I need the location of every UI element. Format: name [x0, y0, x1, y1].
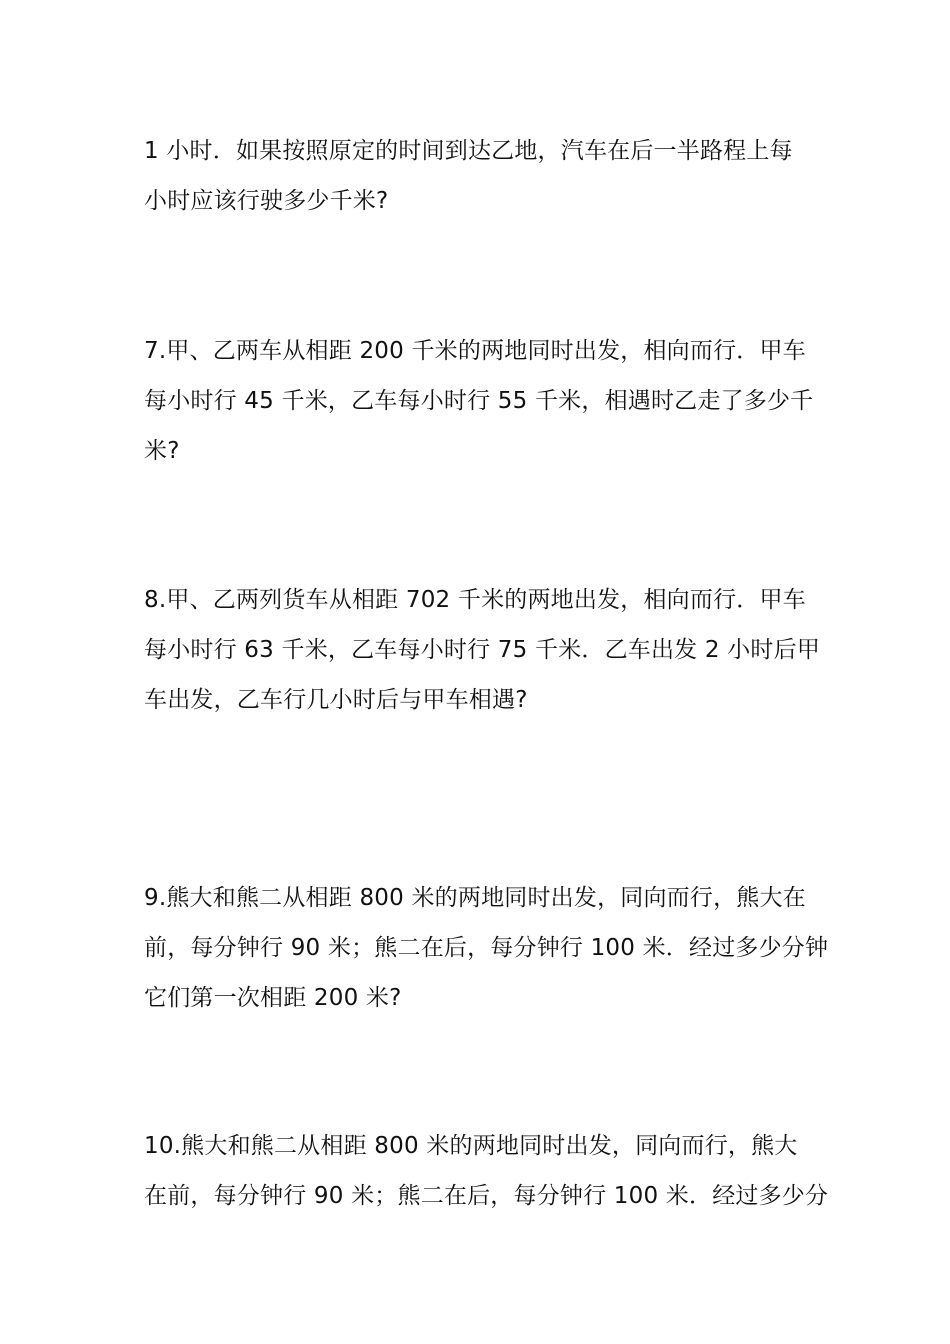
problem-9: [144, 873, 829, 1023]
problem-text-line: 前，每分钟行 90 米；熊二在后，每分钟行 100 米．经过多少分钟: [144, 935, 829, 961]
problem-text-line: 每小时行 45 千米，乙车每小时行 55 千米，相遇时乙走了多少千: [144, 388, 814, 414]
problem-text-line: 车出发，乙车行几小时后与甲车相遇?: [144, 687, 528, 713]
problem-10: [144, 1121, 829, 1221]
problem-text-line: 小时应该行驶多少千米?: [144, 188, 389, 214]
problem-text-line: 8.甲、乙两列货车从相距 702 千米的两地出发，相向而行．甲车: [144, 587, 806, 613]
problem-text-line: 它们第一次相距 200 米?: [144, 985, 402, 1011]
problem-text-line: 每小时行 63 千米，乙车每小时行 75 千米．乙车出发 2 小时后甲: [144, 637, 821, 663]
problem-7: [144, 326, 814, 476]
problem-text-line: 米?: [144, 438, 180, 464]
problem-text-line: 9.熊大和熊二从相距 800 米的两地同时出发，同向而行，熊大在: [144, 885, 806, 911]
problem-text-line: 10.熊大和熊二从相距 800 米的两地同时出发，同向而行，熊大: [144, 1133, 798, 1159]
problem-8: [144, 575, 821, 725]
problem-text-line: 在前，每分钟行 90 米；熊二在后，每分钟行 100 米．经过多少分: [144, 1183, 829, 1209]
problem-text-line: 7.甲、乙两车从相距 200 千米的两地同时出发，相向而行．甲车: [144, 338, 806, 364]
problem-6-continuation: [144, 126, 809, 226]
problem-text-line: 1 小时．如果按照原定的时间到达乙地，汽车在后一半路程上每: [144, 138, 793, 164]
